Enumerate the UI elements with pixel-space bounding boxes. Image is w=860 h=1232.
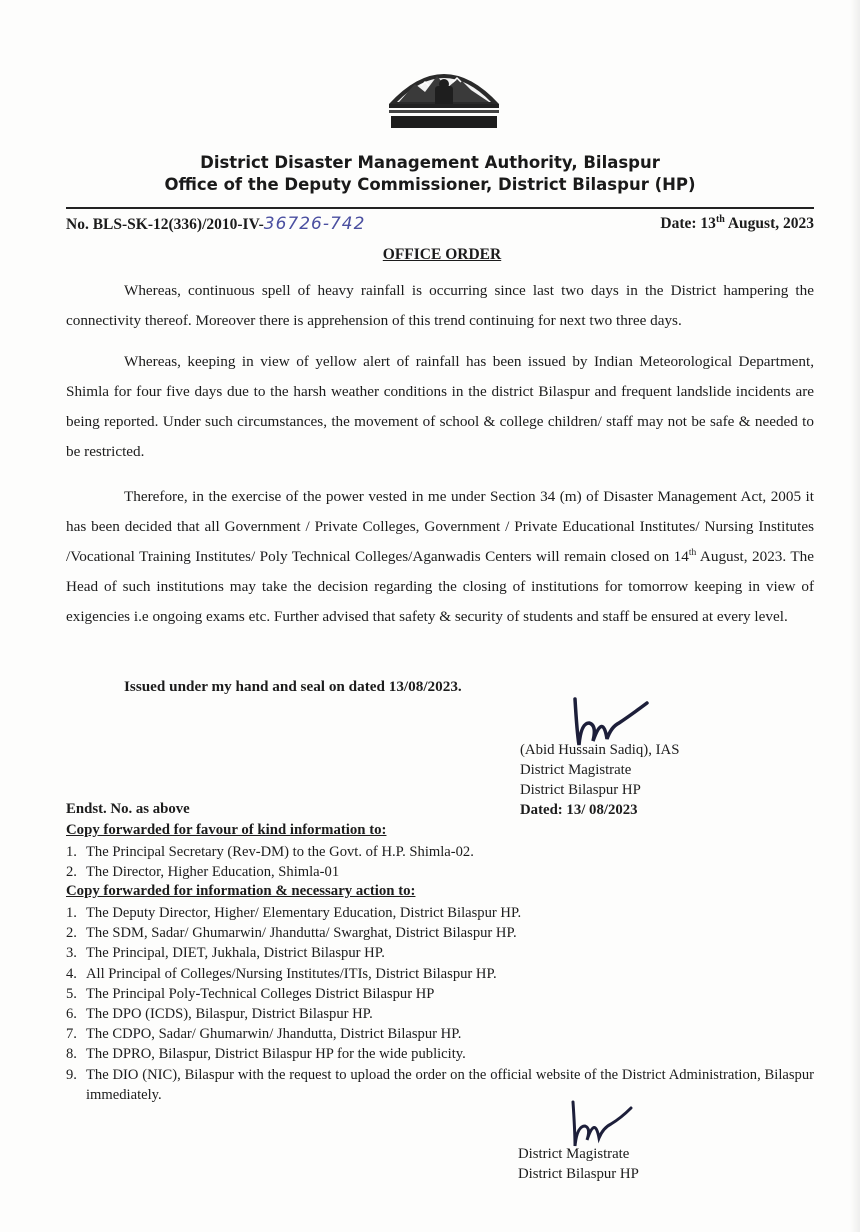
issued-statement: Issued under my hand and seal on dated 13/08/2023. xyxy=(124,678,462,695)
list-item: 8. The DPRO, Bilaspur, District Bilaspur HP for the wide publicity. xyxy=(66,1046,466,1063)
list-item: 3. The Principal, DIET, Jukhala, District Bilaspur HP. xyxy=(66,945,385,962)
paragraph-1: Whereas, continuous spell of heavy rainfall is occurring since last two days in the District hampering the connectivity thereof. Moreover there is apprehension of this trend continuing for next two three days. xyxy=(66,282,814,329)
list-item: 4. All Principal of Colleges/Nursing Institutes/ITIs, District Bilaspur HP. xyxy=(66,965,497,982)
copy-info-list xyxy=(66,842,814,882)
paragraph-3-part-a: Therefore, in the exercise of the power vested in me under Section 34 (m) of Disaster Management Act, 2005 it has been decided that all Government / Private Colleges, Government / Private Educational Institutes/ Nursing Institutes /Vocational Training Institutes/ Poly Technical Colleges/Aganwadis Centers will remain closed on 14 xyxy=(66,488,814,565)
date-label: Date: 13 xyxy=(660,215,716,233)
list-item: 5. The Principal Poly-Technical Colleges District Bilaspur HP xyxy=(66,985,435,1002)
office-name: Office of the Deputy Commissioner, District Bilaspur (HP) xyxy=(164,175,696,194)
closing-designation: District Magistrate xyxy=(518,1146,630,1162)
list-item: 2. The Director, Higher Education, Shimla-01 xyxy=(66,864,340,881)
handwritten-dispatch-number: 36726-742 xyxy=(263,214,366,234)
list-item: 2. The SDM, Sadar/ Ghumarwin/ Jhandutta/ Swarghat, District Bilaspur HP. xyxy=(66,925,517,942)
list-item: 7. The CDPO, Sadar/ Ghumarwin/ Jhandutta, District Bilaspur HP. xyxy=(66,1026,462,1043)
list-item: 1. The Principal Secretary (Rev-DM) to the Govt. of H.P. Shimla-02. xyxy=(66,844,474,860)
signatory-block xyxy=(520,740,679,820)
date-rest: August, 2023 xyxy=(724,215,814,233)
signature-icon xyxy=(565,1098,635,1150)
paragraph-3 xyxy=(66,482,814,632)
scan-edge-shadow xyxy=(850,0,860,1232)
copy-info-heading: Copy forwarded for favour of kind information to: xyxy=(66,822,387,838)
list-item: 6. The DPO (ICDS), Bilaspur, District Bilaspur HP. xyxy=(66,1006,373,1023)
endorsement-number: Endst. No. as above xyxy=(66,801,190,817)
paragraph-3-part-b: August, 2023. The Head of such institutions may take the decision regarding the closing of institutions for tomorrow keeping in view of exigencies i.e ongoing exams etc. Further advised that safety & security of students and staff be ensured at every level. xyxy=(66,548,814,625)
list-item: 9. The DIO (NIC), Bilaspur with the request to upload the order on the official website of the District Administration, Bilaspur immediately. xyxy=(66,1066,814,1103)
list-item: 1. The Deputy Director, Higher/ Elementary Education, District Bilaspur HP. xyxy=(66,905,522,921)
order-date xyxy=(660,214,814,233)
signatory-designation: District Magistrate xyxy=(520,762,632,778)
authority-name: District Disaster Management Authority, Bilaspur xyxy=(200,153,660,172)
paragraph-2: Whereas, keeping in view of yellow alert of rainfall has been issued by Indian Meteorological Department, Shimla for four five days due to the harsh weather conditions in the district Bilaspur and frequent landslide incidents are being reported. Under such circumstances, the movement of school & college children/ staff may not be safe & needed to be restricted. xyxy=(66,353,814,460)
closing-signatory xyxy=(518,1144,639,1184)
header-divider xyxy=(66,207,814,209)
reference-prefix: No. BLS-SK-12(336)/2010-IV- xyxy=(66,216,264,233)
paragraph-3-suffix: th xyxy=(688,547,697,558)
closing-district: District Bilaspur HP xyxy=(518,1166,639,1182)
signatory-dated: Dated: 13/ 08/2023 xyxy=(520,802,638,818)
reference-number xyxy=(66,214,365,234)
date-suffix: th xyxy=(715,214,725,225)
himachal-pradesh-government-emblem xyxy=(385,58,503,132)
copy-action-list xyxy=(66,903,814,1105)
document-title: OFFICE ORDER xyxy=(382,246,502,263)
copy-action-heading: Copy forwarded for information & necessary action to: xyxy=(66,883,416,899)
signatory-name: (Abid Hussain Sadiq), IAS xyxy=(520,742,680,758)
signatory-district: District Bilaspur HP xyxy=(520,782,641,798)
